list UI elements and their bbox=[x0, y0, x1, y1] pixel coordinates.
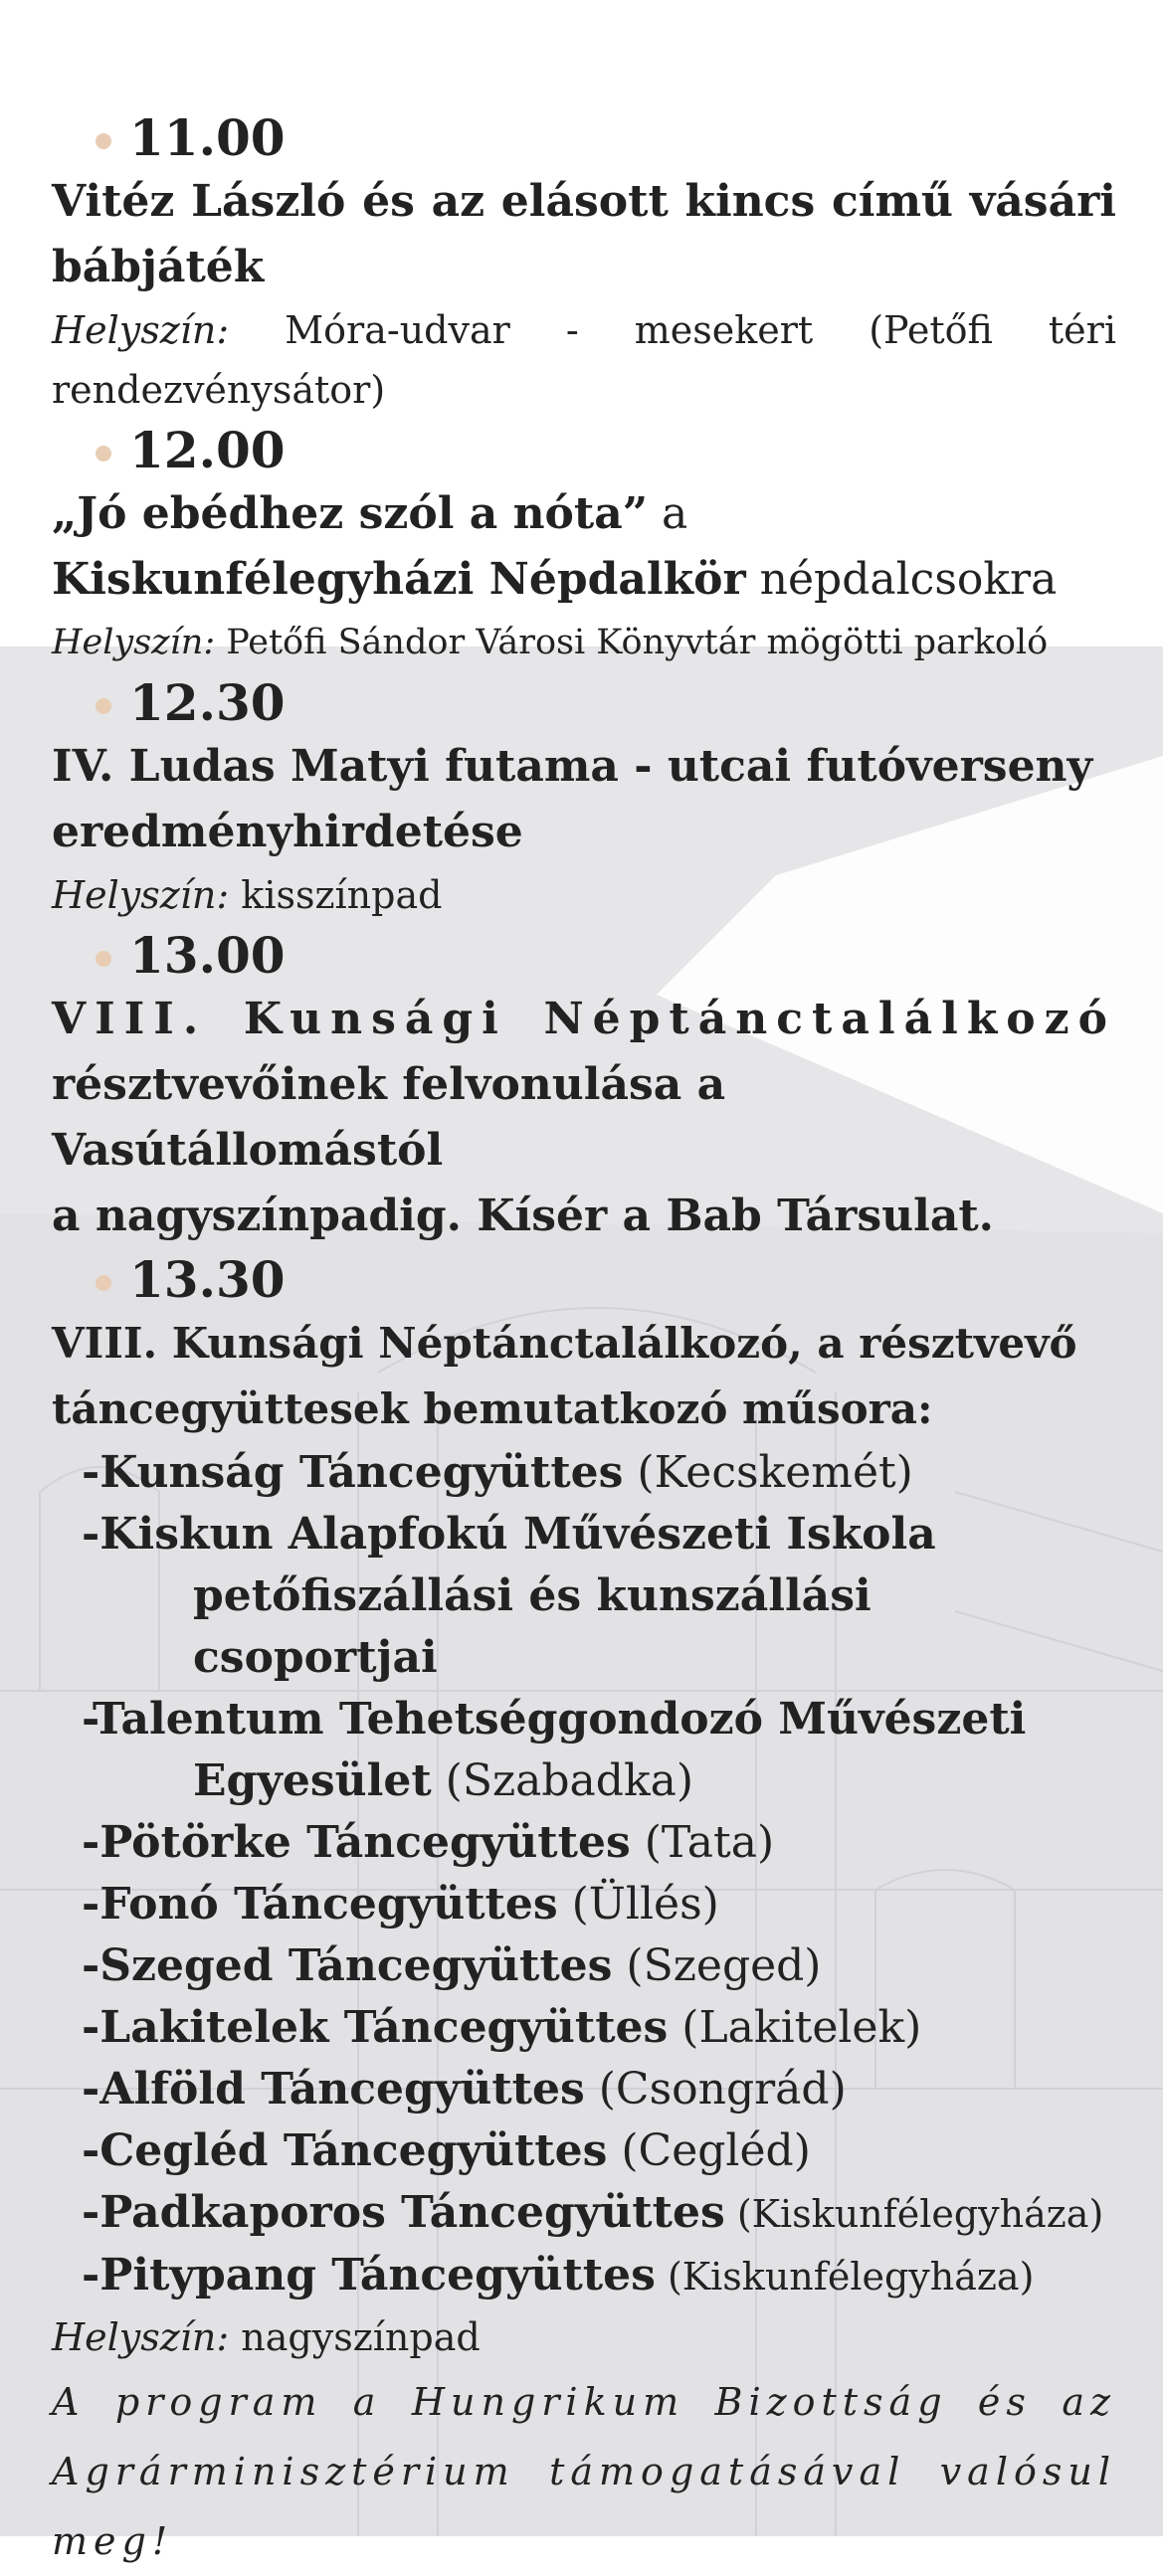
time-heading bbox=[52, 925, 1116, 987]
location-text: kisszínpad bbox=[241, 873, 443, 917]
location-label: Helyszín: bbox=[52, 873, 230, 917]
bullet-dot bbox=[96, 951, 111, 967]
location-text: Petőfi Sándor Városi Könyvtár mögötti parkoló bbox=[226, 623, 1049, 662]
bullet-dot bbox=[96, 698, 111, 714]
support-note: A program a Hungrikum Bizottság és az bbox=[52, 2380, 1116, 2424]
event-location bbox=[52, 613, 1116, 672]
support-note: Agrárminisztérium támogatásával valósul meg! bbox=[52, 2450, 1116, 2563]
list-item: -Fonó Táncegyüttes (Üllés) bbox=[82, 1879, 719, 1930]
title-suffix: népdalcsokra bbox=[745, 554, 1058, 605]
time-heading bbox=[52, 1249, 1116, 1311]
list-item: -Lakitelek Táncegyüttes (Lakitelek) bbox=[82, 2002, 922, 2053]
list-item: -Szeged Táncegyüttes (Szeged) bbox=[82, 1940, 822, 1991]
time-heading bbox=[52, 107, 1116, 169]
location-label: Helyszín: bbox=[52, 308, 230, 352]
time-text: 12.00 bbox=[129, 421, 286, 479]
time-text: 13.30 bbox=[129, 1250, 286, 1309]
time-heading bbox=[52, 420, 1116, 481]
song-title: „Jó ebédhez szól a nóta” bbox=[52, 488, 649, 539]
list-item: -Cegléd Táncegyüttes (Cegléd) bbox=[82, 2125, 811, 2176]
bullet-dot bbox=[96, 1275, 111, 1291]
event-title: VIII. Kunsági Néptánctalálkozó, a résztvevő táncegyüttesek bemutatkozó műsora: bbox=[52, 1319, 1077, 1433]
event-title: Vitéz László és az elásott kincs című vásári bábjáték bbox=[52, 176, 1116, 292]
event-title-line: a nagyszínpadig. Kísér a Bab Társulat. bbox=[52, 1191, 994, 1241]
list-item: -Padkaporos Táncegyüttes (Kiskunfélegyháza) bbox=[82, 2187, 1104, 2238]
performer-name: Kiskunfélegyházi Népdalkör bbox=[52, 554, 746, 605]
time-text: 13.00 bbox=[129, 926, 286, 985]
event-location bbox=[52, 300, 1116, 420]
program-list bbox=[52, 107, 1116, 2576]
time-text: 12.30 bbox=[129, 673, 286, 732]
list-item-cont: Egyesület (Szabadka) bbox=[193, 1755, 694, 1806]
time-text: 11.00 bbox=[129, 108, 286, 167]
list-item: -Kunság Táncegyüttes (Kecskemét) bbox=[82, 1447, 913, 1498]
list-item-cont: petőfiszállási és kunszállási csoportjai bbox=[193, 1570, 872, 1683]
list-item: -Pitypang Táncegyüttes (Kiskunfélegyháza) bbox=[82, 2250, 1035, 2300]
bullet-dot bbox=[96, 446, 111, 461]
event-location bbox=[52, 865, 1116, 925]
event-title bbox=[52, 481, 1116, 613]
location-label: Helyszín: bbox=[52, 2315, 230, 2359]
event-title: IV. Ludas Matyi futama - utcai futóverseny eredményhirdetése bbox=[52, 741, 1093, 857]
bullet-dot bbox=[96, 133, 111, 149]
location-text: Móra-udvar - mesekert (Petőfi téri rendezvénysátor) bbox=[52, 308, 1116, 412]
list-item: -Talentum Tehetséggondozó Művészeti bbox=[82, 1694, 1027, 1745]
event-location bbox=[52, 2307, 1116, 2367]
time-heading bbox=[52, 672, 1116, 734]
group-list bbox=[52, 1442, 1116, 2307]
location-label: Helyszín: bbox=[52, 623, 216, 662]
location-text: nagyszínpad bbox=[241, 2315, 481, 2359]
event-title-line: VIII. Kunsági Néptánctalálkozó bbox=[52, 994, 1116, 1044]
event-title-line: résztvevőinek felvonulása a Vasútállomástól bbox=[52, 1059, 726, 1176]
list-item: -Kiskun Alapfokú Művészeti Iskola bbox=[82, 1509, 936, 1560]
list-item: -Pötörke Táncegyüttes (Tata) bbox=[82, 1817, 775, 1868]
list-item: -Alföld Táncegyüttes (Csongrád) bbox=[82, 2064, 847, 2115]
title-connector: a bbox=[648, 488, 688, 539]
